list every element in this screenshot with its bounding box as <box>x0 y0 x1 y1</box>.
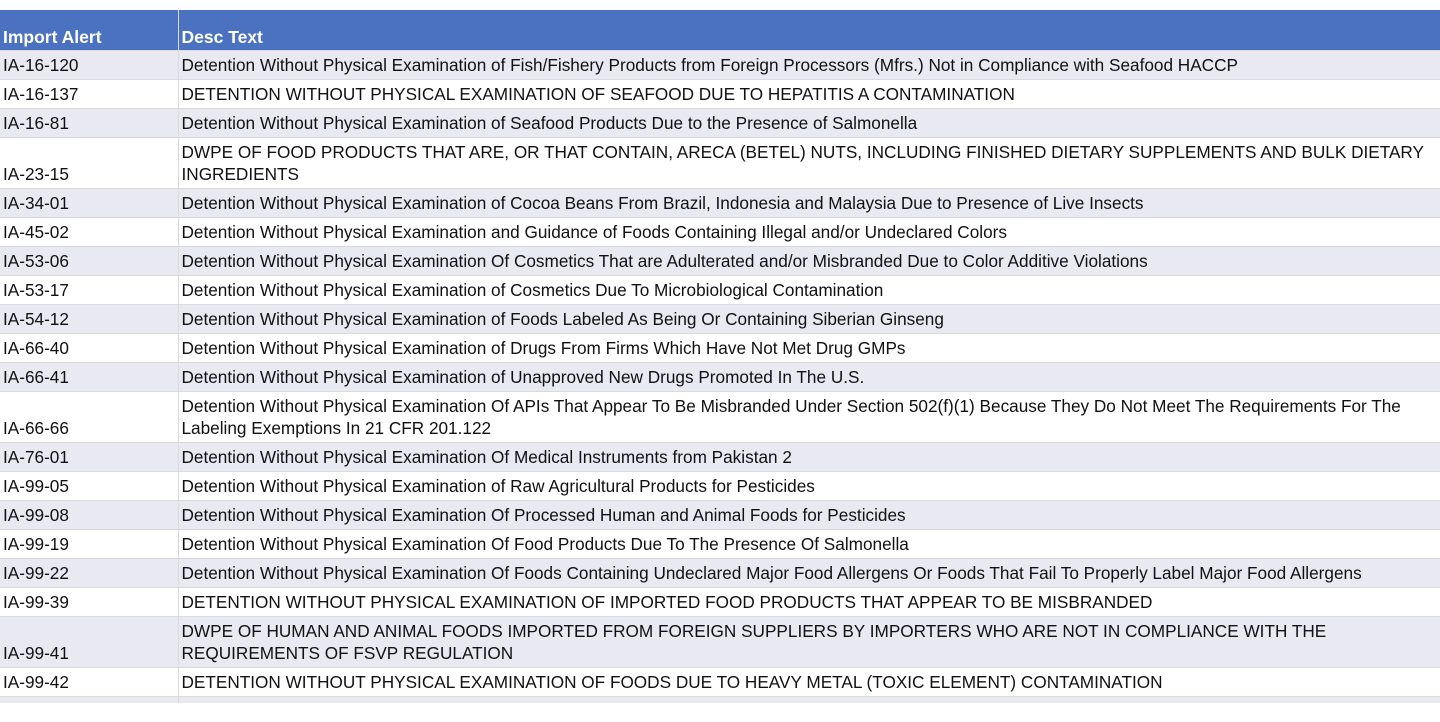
cell-empty[interactable] <box>0 697 178 704</box>
cell-import-alert[interactable]: IA-99-42 <box>0 668 178 697</box>
table-row <box>0 530 1440 559</box>
cell-desc-text[interactable]: Detention Without Physical Examination Of Medical Instruments from Pakistan 2 <box>178 443 1440 472</box>
table-row <box>0 109 1440 138</box>
table-row <box>0 276 1440 305</box>
cell-import-alert[interactable]: IA-53-17 <box>0 276 178 305</box>
cell-import-alert[interactable]: IA-16-137 <box>0 80 178 109</box>
cell-desc-text[interactable]: Detention Without Physical Examination Of Processed Human and Animal Foods for Pesticides <box>178 501 1440 530</box>
table-row <box>0 247 1440 276</box>
table-row <box>0 80 1440 109</box>
header-row <box>0 10 1440 51</box>
cell-import-alert[interactable]: IA-45-02 <box>0 218 178 247</box>
cell-desc-text[interactable]: Detention Without Physical Examination Of APIs That Appear To Be Misbranded Under Section 502(f)(1) Because They Do Not Meet The Requirements For The Labeling Exemptions In 21 CFR 201.122 <box>178 392 1440 443</box>
cell-desc-text[interactable]: Detention Without Physical Examination of Fish/Fishery Products from Foreign Processors (Mfrs.) Not in Compliance with Seafood HACCP <box>178 51 1440 80</box>
cell-desc-text[interactable]: Detention Without Physical Examination of Cosmetics Due To Microbiological Contamination <box>178 276 1440 305</box>
cell-desc-text[interactable]: Detention Without Physical Examination of Seafood Products Due to the Presence of Salmonella <box>178 109 1440 138</box>
cell-desc-text[interactable]: Detention Without Physical Examination of Unapproved New Drugs Promoted In The U.S. <box>178 363 1440 392</box>
cell-desc-text[interactable]: DETENTION WITHOUT PHYSICAL EXAMINATION OF IMPORTED FOOD PRODUCTS THAT APPEAR TO BE MISBRANDED <box>178 588 1440 617</box>
table-row <box>0 501 1440 530</box>
table-row <box>0 334 1440 363</box>
cell-import-alert[interactable]: IA-23-15 <box>0 138 178 189</box>
cell-import-alert[interactable]: IA-76-01 <box>0 443 178 472</box>
cell-desc-text[interactable]: Detention Without Physical Examination of Drugs From Firms Which Have Not Met Drug GMPs <box>178 334 1440 363</box>
table-row <box>0 559 1440 588</box>
table-row <box>0 51 1440 80</box>
cell-import-alert[interactable]: IA-16-120 <box>0 51 178 80</box>
cell-desc-text[interactable]: Detention Without Physical Examination Of Food Products Due To The Presence Of Salmonella <box>178 530 1440 559</box>
cell-import-alert[interactable]: IA-53-06 <box>0 247 178 276</box>
spreadsheet-table <box>0 10 1440 703</box>
table-row <box>0 668 1440 697</box>
table-row-partial <box>0 697 1440 704</box>
table-row <box>0 363 1440 392</box>
cell-import-alert[interactable]: IA-16-81 <box>0 109 178 138</box>
table-row <box>0 138 1440 189</box>
cell-desc-text[interactable]: Detention Without Physical Examination of Raw Agricultural Products for Pesticides <box>178 472 1440 501</box>
cell-desc-text[interactable]: DWPE OF HUMAN AND ANIMAL FOODS IMPORTED FROM FOREIGN SUPPLIERS BY IMPORTERS WHO ARE NOT IN COMPLIANCE WITH THE REQUIREMENTS OF FSVP REGULATION <box>178 617 1440 668</box>
import-alert-table <box>0 10 1440 703</box>
cell-import-alert[interactable]: IA-99-05 <box>0 472 178 501</box>
cell-empty[interactable] <box>178 697 1440 704</box>
table-row <box>0 305 1440 334</box>
column-header-import-alert[interactable]: Import Alert <box>0 10 178 51</box>
table-row <box>0 443 1440 472</box>
cell-desc-text[interactable]: DWPE OF FOOD PRODUCTS THAT ARE, OR THAT CONTAIN, ARECA (BETEL) NUTS, INCLUDING FINISHED DIETARY SUPPLEMENTS AND BULK DIETARY INGREDIENTS <box>178 138 1440 189</box>
cell-desc-text[interactable]: DETENTION WITHOUT PHYSICAL EXAMINATION OF SEAFOOD DUE TO HEPATITIS A CONTAMINATION <box>178 80 1440 109</box>
cell-desc-text[interactable]: Detention Without Physical Examination and Guidance of Foods Containing Illegal and/or Undeclared Colors <box>178 218 1440 247</box>
cell-import-alert[interactable]: IA-66-66 <box>0 392 178 443</box>
cell-import-alert[interactable]: IA-34-01 <box>0 189 178 218</box>
cell-import-alert[interactable]: IA-99-41 <box>0 617 178 668</box>
cell-import-alert[interactable]: IA-99-08 <box>0 501 178 530</box>
table-row <box>0 189 1440 218</box>
cell-import-alert[interactable]: IA-66-40 <box>0 334 178 363</box>
cell-desc-text[interactable]: DETENTION WITHOUT PHYSICAL EXAMINATION OF FOODS DUE TO HEAVY METAL (TOXIC ELEMENT) CONTAMINATION <box>178 668 1440 697</box>
table-row <box>0 588 1440 617</box>
cell-import-alert[interactable]: IA-66-41 <box>0 363 178 392</box>
cell-desc-text[interactable]: Detention Without Physical Examination of Foods Labeled As Being Or Containing Siberian Ginseng <box>178 305 1440 334</box>
cell-desc-text[interactable]: Detention Without Physical Examination Of Foods Containing Undeclared Major Food Allergens Or Foods That Fail To Properly Label Major Food Allergens <box>178 559 1440 588</box>
cell-import-alert[interactable]: IA-54-12 <box>0 305 178 334</box>
table-row <box>0 392 1440 443</box>
cell-import-alert[interactable]: IA-99-22 <box>0 559 178 588</box>
table-row <box>0 472 1440 501</box>
cell-desc-text[interactable]: Detention Without Physical Examination of Cocoa Beans From Brazil, Indonesia and Malaysia Due to Presence of Live Insects <box>178 189 1440 218</box>
table-body <box>0 51 1440 704</box>
column-header-desc-text[interactable]: Desc Text <box>178 10 1440 51</box>
cell-import-alert[interactable]: IA-99-39 <box>0 588 178 617</box>
table-row <box>0 617 1440 668</box>
cell-desc-text[interactable]: Detention Without Physical Examination Of Cosmetics That are Adulterated and/or Misbranded Due to Color Additive Violations <box>178 247 1440 276</box>
cell-import-alert[interactable]: IA-99-19 <box>0 530 178 559</box>
table-row <box>0 218 1440 247</box>
